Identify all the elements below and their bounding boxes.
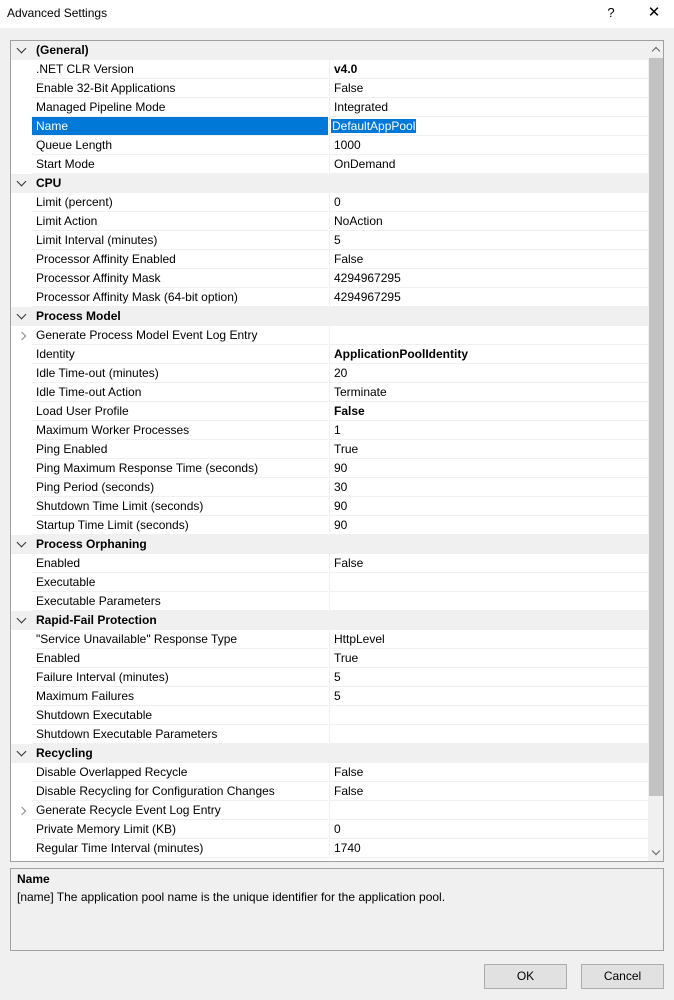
property-row[interactable] [11, 402, 648, 421]
row-margin [11, 288, 32, 307]
property-row[interactable] [11, 687, 648, 706]
property-name[interactable]: Limit (percent) [32, 193, 328, 212]
property-value[interactable]: False [329, 402, 648, 421]
row-margin [11, 687, 32, 706]
property-name[interactable]: Idle Time-out (minutes) [32, 364, 328, 383]
scrollbar-thumb[interactable] [649, 58, 663, 796]
description-title: Name [17, 872, 50, 886]
property-name[interactable]: Idle Time-out Action [32, 383, 328, 402]
category-row[interactable] [11, 744, 648, 763]
property-name[interactable]: Processor Affinity Mask (64-bit option) [32, 288, 328, 307]
property-row[interactable] [11, 725, 648, 744]
property-name[interactable]: Start Mode [32, 155, 328, 174]
row-margin [11, 193, 32, 212]
property-value[interactable]: 5 [329, 687, 648, 706]
property-value[interactable]: False [329, 79, 648, 98]
property-value[interactable]: HttpLevel [329, 630, 648, 649]
row-margin [11, 820, 32, 839]
row-margin [11, 839, 32, 858]
property-name[interactable]: Managed Pipeline Mode [32, 98, 328, 117]
property-name[interactable]: Processor Affinity Mask [32, 269, 328, 288]
property-row[interactable] [11, 212, 648, 231]
row-margin [11, 269, 32, 288]
property-name[interactable]: Startup Time Limit (seconds) [32, 516, 328, 535]
property-value[interactable]: 1 [329, 421, 648, 440]
property-value[interactable]: 5 [329, 668, 648, 687]
property-row[interactable] [11, 98, 648, 117]
property-row[interactable] [11, 155, 648, 174]
property-value[interactable]: 1000 [329, 136, 648, 155]
property-value[interactable] [329, 801, 648, 820]
property-value[interactable]: 90 [329, 497, 648, 516]
row-margin [11, 725, 32, 744]
row-margin [11, 117, 32, 136]
close-button[interactable]: ✕ [647, 4, 661, 21]
row-margin [11, 136, 32, 155]
row-margin [11, 364, 32, 383]
property-row[interactable] [11, 801, 648, 820]
row-margin [11, 250, 32, 269]
property-value[interactable]: ApplicationPoolIdentity [329, 345, 648, 364]
property-row[interactable] [11, 516, 648, 535]
property-value[interactable]: 1740 [329, 839, 648, 858]
chevron-down-icon[interactable] [11, 744, 32, 763]
property-value[interactable]: True [329, 440, 648, 459]
row-margin [11, 212, 32, 231]
property-name[interactable]: "Service Unavailable" Response Type [32, 630, 328, 649]
category-row[interactable] [11, 174, 648, 193]
row-margin [11, 668, 32, 687]
vertical-scrollbar[interactable] [648, 41, 664, 861]
property-name[interactable]: Limit Interval (minutes) [32, 231, 328, 250]
chevron-right-icon[interactable] [11, 326, 32, 345]
property-value[interactable]: 20 [329, 364, 648, 383]
property-value[interactable]: 30 [329, 478, 648, 497]
property-row[interactable] [11, 421, 648, 440]
property-value[interactable]: 4294967295 [329, 288, 648, 307]
chevron-right-icon[interactable] [11, 801, 32, 820]
property-row[interactable] [11, 782, 648, 801]
property-row[interactable] [11, 763, 648, 782]
property-value[interactable]: False [329, 763, 648, 782]
property-value[interactable]: 4294967295 [329, 269, 648, 288]
row-margin [11, 554, 32, 573]
row-margin [11, 421, 32, 440]
property-row[interactable] [11, 79, 648, 98]
row-margin [11, 763, 32, 782]
property-name[interactable]: Enabled [32, 554, 328, 573]
property-row[interactable] [11, 250, 648, 269]
row-margin [11, 440, 32, 459]
row-margin [11, 402, 32, 421]
property-value[interactable] [329, 725, 648, 744]
property-name[interactable]: Generate Process Model Event Log Entry [32, 326, 328, 345]
property-name[interactable]: Ping Enabled [32, 440, 328, 459]
property-name[interactable]: Disable Recycling for Configuration Changes [32, 782, 328, 801]
property-name[interactable]: Processor Affinity Enabled [32, 250, 328, 269]
property-value[interactable]: 90 [329, 516, 648, 535]
property-row[interactable] [11, 440, 648, 459]
row-margin [11, 630, 32, 649]
property-value[interactable] [329, 326, 648, 345]
property-row[interactable] [11, 193, 648, 212]
row-margin [11, 79, 32, 98]
property-value[interactable]: False [329, 554, 648, 573]
property-value[interactable]: v4.0 [329, 60, 648, 79]
property-name[interactable]: Ping Period (seconds) [32, 478, 328, 497]
property-row[interactable] [11, 345, 648, 364]
property-value[interactable]: 0 [329, 193, 648, 212]
help-button[interactable]: ? [607, 5, 615, 20]
property-name[interactable]: Enable 32-Bit Applications [32, 79, 328, 98]
row-margin [11, 459, 32, 478]
description-panel [10, 868, 664, 951]
property-name[interactable]: Enabled [32, 649, 328, 668]
title-bar [0, 0, 674, 28]
row-margin [11, 573, 32, 592]
chevron-down-icon[interactable] [11, 41, 32, 60]
property-name[interactable]: Queue Length [32, 136, 328, 155]
property-value[interactable]: OnDemand [329, 155, 648, 174]
property-row[interactable] [11, 459, 648, 478]
property-row[interactable] [11, 383, 648, 402]
category-label: Recycling [32, 744, 648, 763]
description-text: [name] The application pool name is the unique identifier for the application pool. [17, 890, 446, 904]
property-row[interactable] [11, 668, 648, 687]
scroll-up-arrow-icon[interactable] [648, 41, 664, 58]
property-row[interactable] [11, 839, 648, 858]
property-row[interactable] [11, 117, 648, 136]
chevron-down-icon[interactable] [11, 307, 32, 326]
row-margin [11, 60, 32, 79]
property-name[interactable]: Limit Action [32, 212, 328, 231]
property-name[interactable]: Regular Time Interval (minutes) [32, 839, 328, 858]
category-row[interactable] [11, 611, 648, 630]
property-name[interactable]: .NET CLR Version [32, 60, 328, 79]
property-row[interactable] [11, 478, 648, 497]
scroll-down-arrow-icon[interactable] [648, 844, 664, 861]
category-label: Process Model [32, 307, 648, 326]
row-margin [11, 592, 32, 611]
property-row[interactable] [11, 497, 648, 516]
property-row[interactable] [11, 554, 648, 573]
category-label: (General) [32, 41, 648, 60]
property-row[interactable] [11, 136, 648, 155]
property-value[interactable]: False [329, 782, 648, 801]
property-grid [10, 40, 664, 862]
property-row[interactable] [11, 820, 648, 839]
property-name[interactable]: Load User Profile [32, 402, 328, 421]
property-name[interactable]: Shutdown Executable [32, 706, 328, 725]
property-name[interactable]: Maximum Failures [32, 687, 328, 706]
category-label: Rapid-Fail Protection [32, 611, 648, 630]
property-name[interactable]: Executable Parameters [32, 592, 328, 611]
property-value[interactable]: 90 [329, 459, 648, 478]
property-row[interactable] [11, 649, 648, 668]
property-row[interactable] [11, 706, 648, 725]
property-name[interactable]: Failure Interval (minutes) [32, 668, 328, 687]
property-name[interactable]: Shutdown Executable Parameters [32, 725, 328, 744]
property-value[interactable]: Terminate [329, 383, 648, 402]
property-value[interactable] [329, 706, 648, 725]
property-value[interactable] [329, 573, 648, 592]
row-margin [11, 478, 32, 497]
row-margin [11, 98, 32, 117]
property-row[interactable] [11, 592, 648, 611]
property-row[interactable] [11, 231, 648, 250]
property-value[interactable]: True [329, 649, 648, 668]
property-row[interactable] [11, 573, 648, 592]
ok-button[interactable]: OK [484, 964, 567, 989]
row-margin [11, 516, 32, 535]
row-margin [11, 706, 32, 725]
row-margin [11, 649, 32, 668]
property-value[interactable]: NoAction [329, 212, 648, 231]
row-margin [11, 231, 32, 250]
property-name[interactable]: Identity [32, 345, 328, 364]
chevron-down-icon[interactable] [11, 611, 32, 630]
property-row[interactable] [11, 60, 648, 79]
category-row[interactable] [11, 535, 648, 554]
property-name[interactable]: Executable [32, 573, 328, 592]
property-row[interactable] [11, 364, 648, 383]
property-name[interactable]: Disable Overlapped Recycle [32, 763, 328, 782]
property-value[interactable]: 5 [329, 231, 648, 250]
category-label: CPU [32, 174, 648, 193]
category-row[interactable] [11, 307, 648, 326]
property-name[interactable]: Private Memory Limit (KB) [32, 820, 328, 839]
property-name[interactable]: Generate Recycle Event Log Entry [32, 801, 328, 820]
property-row[interactable] [11, 326, 648, 345]
property-value[interactable]: False [329, 250, 648, 269]
property-value[interactable]: Integrated [329, 98, 648, 117]
property-value[interactable] [329, 592, 648, 611]
row-margin [11, 155, 32, 174]
property-value[interactable] [329, 117, 648, 136]
chevron-down-icon[interactable] [11, 174, 32, 193]
property-name[interactable]: Name [32, 117, 328, 136]
property-grid-rows [11, 41, 648, 858]
property-value[interactable]: 0 [329, 820, 648, 839]
category-label: Process Orphaning [32, 535, 648, 554]
property-row[interactable] [11, 269, 648, 288]
property-name[interactable]: Ping Maximum Response Time (seconds) [32, 459, 328, 478]
row-margin [11, 497, 32, 516]
row-margin [11, 782, 32, 801]
property-row[interactable] [11, 630, 648, 649]
category-row[interactable] [11, 41, 648, 60]
property-name[interactable]: Shutdown Time Limit (seconds) [32, 497, 328, 516]
property-value-edit[interactable]: DefaultAppPool [332, 119, 416, 133]
row-margin [11, 383, 32, 402]
property-name[interactable]: Maximum Worker Processes [32, 421, 328, 440]
property-row[interactable] [11, 288, 648, 307]
cancel-button[interactable]: Cancel [581, 964, 664, 989]
chevron-down-icon[interactable] [11, 535, 32, 554]
window-title: Advanced Settings [7, 6, 108, 20]
row-margin [11, 345, 32, 364]
